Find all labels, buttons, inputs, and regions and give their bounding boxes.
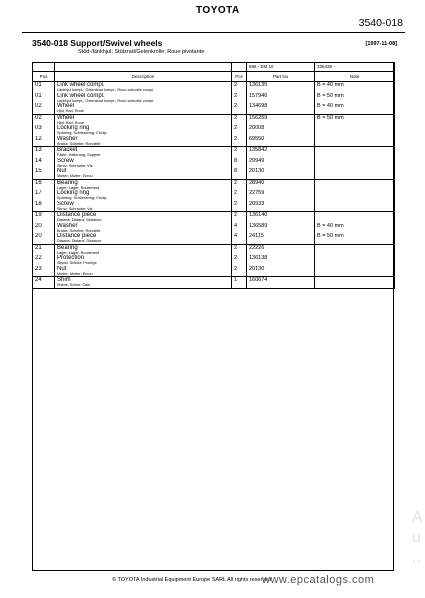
parts-table xyxy=(32,62,395,289)
description-translations: Mutter; Mutter; Ecrou xyxy=(57,271,93,276)
description-english: Nut xyxy=(57,168,67,174)
description-english: Link wheel compl. xyxy=(57,82,105,88)
table-row xyxy=(33,244,395,255)
description-english: Bracket xyxy=(57,147,78,153)
cell-description xyxy=(55,158,232,169)
description-translations: Distans; Distanz; Distance xyxy=(57,218,102,222)
cell-pcs: 2 xyxy=(232,93,247,104)
cell-description xyxy=(55,103,232,114)
cell-part-no: 136589 xyxy=(247,223,315,234)
table-row xyxy=(33,114,395,125)
cell-note: B = 50 mm xyxy=(315,114,395,125)
cell-note: B = 50 mm xyxy=(315,93,395,104)
cell-part-no: 136138 xyxy=(247,255,315,266)
cell-description xyxy=(55,190,232,201)
description-english: Locking ring xyxy=(57,190,90,196)
cell-part-no: 22226 xyxy=(247,244,315,255)
table-row xyxy=(33,147,395,158)
cell-description xyxy=(55,277,232,289)
description-translations: Distans; Distanz; Distance xyxy=(57,239,102,243)
cell-note xyxy=(315,255,395,266)
cell-description xyxy=(55,212,232,223)
serial-cell xyxy=(232,62,247,72)
description-english: Link wheel compl. xyxy=(57,92,105,99)
cell-note xyxy=(315,158,395,169)
description-english: Locking ring xyxy=(57,125,90,131)
table-row xyxy=(33,179,395,190)
cell-part-no: 135842 xyxy=(247,147,315,158)
cell-note: B = 40 mm xyxy=(315,82,395,93)
cell-note: B = 50 mm xyxy=(315,233,395,244)
cell-note xyxy=(315,277,395,289)
cell-part-no: 157946 xyxy=(247,93,315,104)
cell-pcs: 2 xyxy=(232,147,247,158)
page-subtitle: Stöd-/länkhjul; Stützrad/Gelenkrolle; Roue pivotante xyxy=(78,49,205,55)
description-english: Shim xyxy=(57,277,71,283)
cell-part-no: 28940 xyxy=(247,179,315,190)
cell-pcs: 2 xyxy=(232,266,247,277)
column-header-note: Note xyxy=(315,72,395,82)
description-translations: Länkhjul kompl.; Gelenkrad kompl.; Roue articulée compl. xyxy=(57,98,155,103)
cell-pos: 23 xyxy=(33,266,55,277)
cell-pos: 24 xyxy=(33,277,55,289)
description-translations: Bricka; Scheibe; Rondelle xyxy=(57,228,101,233)
cell-pos: 17 xyxy=(33,190,55,201)
cell-pos: 01 xyxy=(33,82,55,93)
cell-pcs: 2 xyxy=(232,125,247,136)
cell-note xyxy=(315,201,395,212)
cell-note xyxy=(315,168,395,179)
table-row xyxy=(33,266,395,277)
cell-note xyxy=(315,147,395,158)
description-translations: Hjul; Rad; Roue xyxy=(57,120,84,125)
description-translations: Hjul; Rad; Roue xyxy=(57,109,84,113)
cell-part-no: 160674 xyxy=(247,277,315,289)
cell-description xyxy=(55,82,232,93)
cell-pos: 16 xyxy=(33,179,55,190)
table-row xyxy=(33,212,395,223)
cell-part-no: 156259 xyxy=(247,114,315,125)
revision-date: [1997-11-08] xyxy=(365,41,397,47)
document-number: 3540-018 xyxy=(358,17,403,29)
cell-pcs: 4 xyxy=(232,233,247,244)
cell-description xyxy=(55,147,232,158)
table-header-row xyxy=(33,72,395,82)
table-row xyxy=(33,223,395,234)
cell-description xyxy=(55,233,232,244)
cell-description xyxy=(55,93,232,104)
serial-range-row xyxy=(33,62,395,72)
description-english: Screw xyxy=(57,157,74,164)
cell-description xyxy=(55,179,232,190)
cell-note: B = 40 mm xyxy=(315,103,395,114)
cell-pcs: 2 xyxy=(232,201,247,212)
cell-pcs: 2 xyxy=(232,136,247,147)
cell-part-no: 29949 xyxy=(247,158,315,169)
column-header-pcs: Pcs xyxy=(232,72,247,82)
column-header-description: Description xyxy=(55,72,232,82)
cell-pcs: 2 xyxy=(232,103,247,114)
description-translations: Lager; Lager; Roulement xyxy=(57,250,100,255)
cell-pcs: 2 xyxy=(232,82,247,93)
cell-part-no: 20130 xyxy=(247,168,315,179)
table-row xyxy=(33,168,395,179)
table-row xyxy=(33,233,395,244)
cell-pos: 14 xyxy=(33,158,55,169)
cell-pcs: 4 xyxy=(232,223,247,234)
cell-description xyxy=(55,168,232,179)
cell-note: B = 40 mm xyxy=(315,223,395,234)
cell-pos: 02 xyxy=(33,103,55,114)
cell-pcs: 8 xyxy=(232,168,247,179)
table-row xyxy=(33,158,395,169)
table-row xyxy=(33,82,395,93)
description-translations: Länkhjul kompl.; Gelenkrad kompl.; Roue articulée compl. xyxy=(57,88,155,92)
description-translations: Skruv; Schraube; Vis xyxy=(57,163,93,168)
cell-note xyxy=(315,212,395,223)
cell-part-no: 136140 xyxy=(247,212,315,223)
cell-note xyxy=(315,244,395,255)
cell-description xyxy=(55,114,232,125)
cell-part-no: 20933 xyxy=(247,201,315,212)
cell-part-no: 24115 xyxy=(247,233,315,244)
description-translations: Fäste; Halterung; Support xyxy=(57,153,101,157)
cell-pos: 13 xyxy=(33,147,55,158)
description-english: Distance piece xyxy=(57,212,97,218)
table-row xyxy=(33,277,395,289)
description-translations: Spärring; Schliessring; Circlip xyxy=(57,131,107,135)
cell-description xyxy=(55,255,232,266)
table-row xyxy=(33,190,395,201)
cell-part-no: 134698 xyxy=(247,103,315,114)
description-english: Washer xyxy=(57,135,78,142)
cell-pcs: 2 xyxy=(232,179,247,190)
description-translations: Skruv; Schraube; Vis xyxy=(57,206,93,211)
table-row xyxy=(33,93,395,104)
description-english: Nut xyxy=(57,265,67,272)
cell-pcs: 2 xyxy=(232,244,247,255)
cell-description xyxy=(55,244,232,255)
description-english: Distance piece xyxy=(57,233,97,239)
cell-part-no: 22759 xyxy=(247,190,315,201)
description-translations: Mutter; Mutter; Ecrou xyxy=(57,174,93,178)
cell-pcs: 1 xyxy=(232,277,247,289)
cell-description xyxy=(55,125,232,136)
cell-pos: 20 xyxy=(33,233,55,244)
cell-pos: 21 xyxy=(33,244,55,255)
cell-description xyxy=(55,223,232,234)
cell-pos: 03 xyxy=(33,125,55,136)
cell-pcs: 2 xyxy=(232,255,247,266)
description-translations: Shims; Schim; Cale xyxy=(57,283,91,287)
table-row xyxy=(33,125,395,136)
cell-pos: 02 xyxy=(33,114,55,125)
description-english: Wheel xyxy=(57,103,75,109)
watermark-logo: www.epcatalogs.com xyxy=(262,574,375,586)
cell-pos: 19 xyxy=(33,212,55,223)
cell-pos: 01 xyxy=(33,93,55,104)
cell-part-no: 69550 xyxy=(247,136,315,147)
header-divider xyxy=(22,32,405,33)
cell-pos: 18 xyxy=(33,201,55,212)
cell-part-no: 20130 xyxy=(247,266,315,277)
description-english: Screw xyxy=(57,200,74,207)
table-row xyxy=(33,201,395,212)
column-header-part-no: Part No xyxy=(247,72,315,82)
cell-note xyxy=(315,266,395,277)
serial-cell xyxy=(55,62,232,72)
footer-copyright: © TOYOTA Industrial Equipment Europe SARL All rights reserved xyxy=(112,577,272,583)
cell-pcs: 8 xyxy=(232,158,247,169)
description-translations: Bricka; Scheibe; Rondelle xyxy=(57,141,101,146)
description-translations: Spärring; Schliessring; Circlip xyxy=(57,196,107,200)
cell-description xyxy=(55,136,232,147)
cell-note xyxy=(315,136,395,147)
serial-cell-to: 335439 - xyxy=(315,62,395,72)
cell-pcs: 2 xyxy=(232,212,247,223)
cell-pos: 15 xyxy=(33,168,55,179)
serial-cell-from: 596 - SM 10 xyxy=(247,62,315,72)
cell-note xyxy=(315,179,395,190)
cell-note xyxy=(315,125,395,136)
table-row xyxy=(33,103,395,114)
description-english: Protection xyxy=(57,255,85,261)
cell-pos: 20 xyxy=(33,223,55,234)
description-translations: Lager; Lager; Roulement xyxy=(57,185,100,190)
description-english: Washer xyxy=(57,222,78,229)
cell-pcs: 2 xyxy=(232,114,247,125)
table-row xyxy=(33,136,395,147)
table-row xyxy=(33,255,395,266)
cell-part-no: 20008 xyxy=(247,125,315,136)
page-title: 3540-018 Support/Swivel wheels xyxy=(32,38,163,48)
cell-note xyxy=(315,190,395,201)
description-english: Bearing xyxy=(57,244,78,251)
cell-part-no: 136135 xyxy=(247,82,315,93)
column-header-pos: Pos xyxy=(33,72,55,82)
cell-pos: 22 xyxy=(33,255,55,266)
cell-description xyxy=(55,266,232,277)
description-english: Bearing xyxy=(57,179,78,186)
brand-name: TOYOTA xyxy=(196,5,240,16)
description-english: Wheel xyxy=(57,114,75,121)
cell-pos: 12 xyxy=(33,136,55,147)
description-translations: Skydd; Schutz; Protège xyxy=(57,261,97,265)
serial-cell xyxy=(33,62,55,72)
faded-watermark: A u .. xyxy=(412,509,423,566)
cell-pcs: 2 xyxy=(232,190,247,201)
cell-description xyxy=(55,201,232,212)
